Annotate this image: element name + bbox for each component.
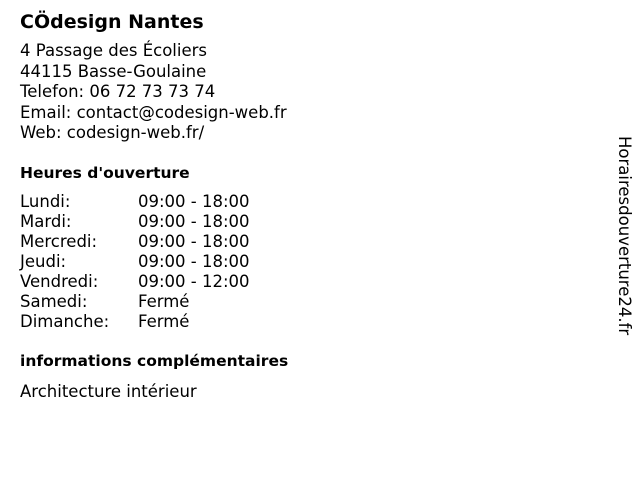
hours-table bbox=[20, 192, 600, 332]
site-watermark: Horairesdouverture24.fr bbox=[615, 136, 634, 336]
hours-row-dimanche bbox=[20, 312, 600, 332]
postal-city: 44115 Basse-Goulaine bbox=[20, 61, 207, 81]
web-line: Web: codesign-web.fr/ bbox=[20, 123, 205, 142]
hours-row-mardi bbox=[20, 212, 600, 232]
hours-time: 09:00 - 18:00 bbox=[138, 191, 250, 211]
hours-day: Vendredi: bbox=[20, 271, 99, 291]
address-block bbox=[20, 41, 600, 144]
business-name: CÖdesign Nantes bbox=[20, 11, 204, 33]
hours-day: Jeudi: bbox=[20, 251, 67, 271]
hours-day: Mercredi: bbox=[20, 231, 98, 251]
info-heading: informations complémentaires bbox=[20, 351, 289, 370]
hours-time: Fermé bbox=[138, 311, 190, 331]
hours-row-samedi bbox=[20, 292, 600, 312]
hours-row-jeudi bbox=[20, 252, 600, 272]
hours-day: Mardi: bbox=[20, 211, 72, 231]
hours-time: 09:00 - 18:00 bbox=[138, 251, 250, 271]
hours-time: 09:00 - 12:00 bbox=[138, 271, 250, 291]
hours-row-vendredi bbox=[20, 272, 600, 292]
hours-heading: Heures d'ouverture bbox=[20, 163, 190, 182]
hours-time: 09:00 - 18:00 bbox=[138, 231, 250, 251]
info-text: Architecture intérieur bbox=[20, 381, 197, 401]
hours-day: Dimanche: bbox=[20, 311, 110, 331]
phone-line: Telefon: 06 72 73 73 74 bbox=[20, 82, 216, 101]
hours-day: Lundi: bbox=[20, 191, 71, 211]
street-address: 4 Passage des Écoliers bbox=[20, 41, 207, 60]
hours-row-mercredi bbox=[20, 232, 600, 252]
hours-day: Samedi: bbox=[20, 291, 88, 311]
business-card bbox=[20, 9, 600, 402]
hours-time: Fermé bbox=[138, 291, 190, 311]
hours-row-lundi bbox=[20, 192, 600, 212]
hours-time: 09:00 - 18:00 bbox=[138, 211, 250, 231]
email-line: Email: contact@codesign-web.fr bbox=[20, 102, 287, 122]
